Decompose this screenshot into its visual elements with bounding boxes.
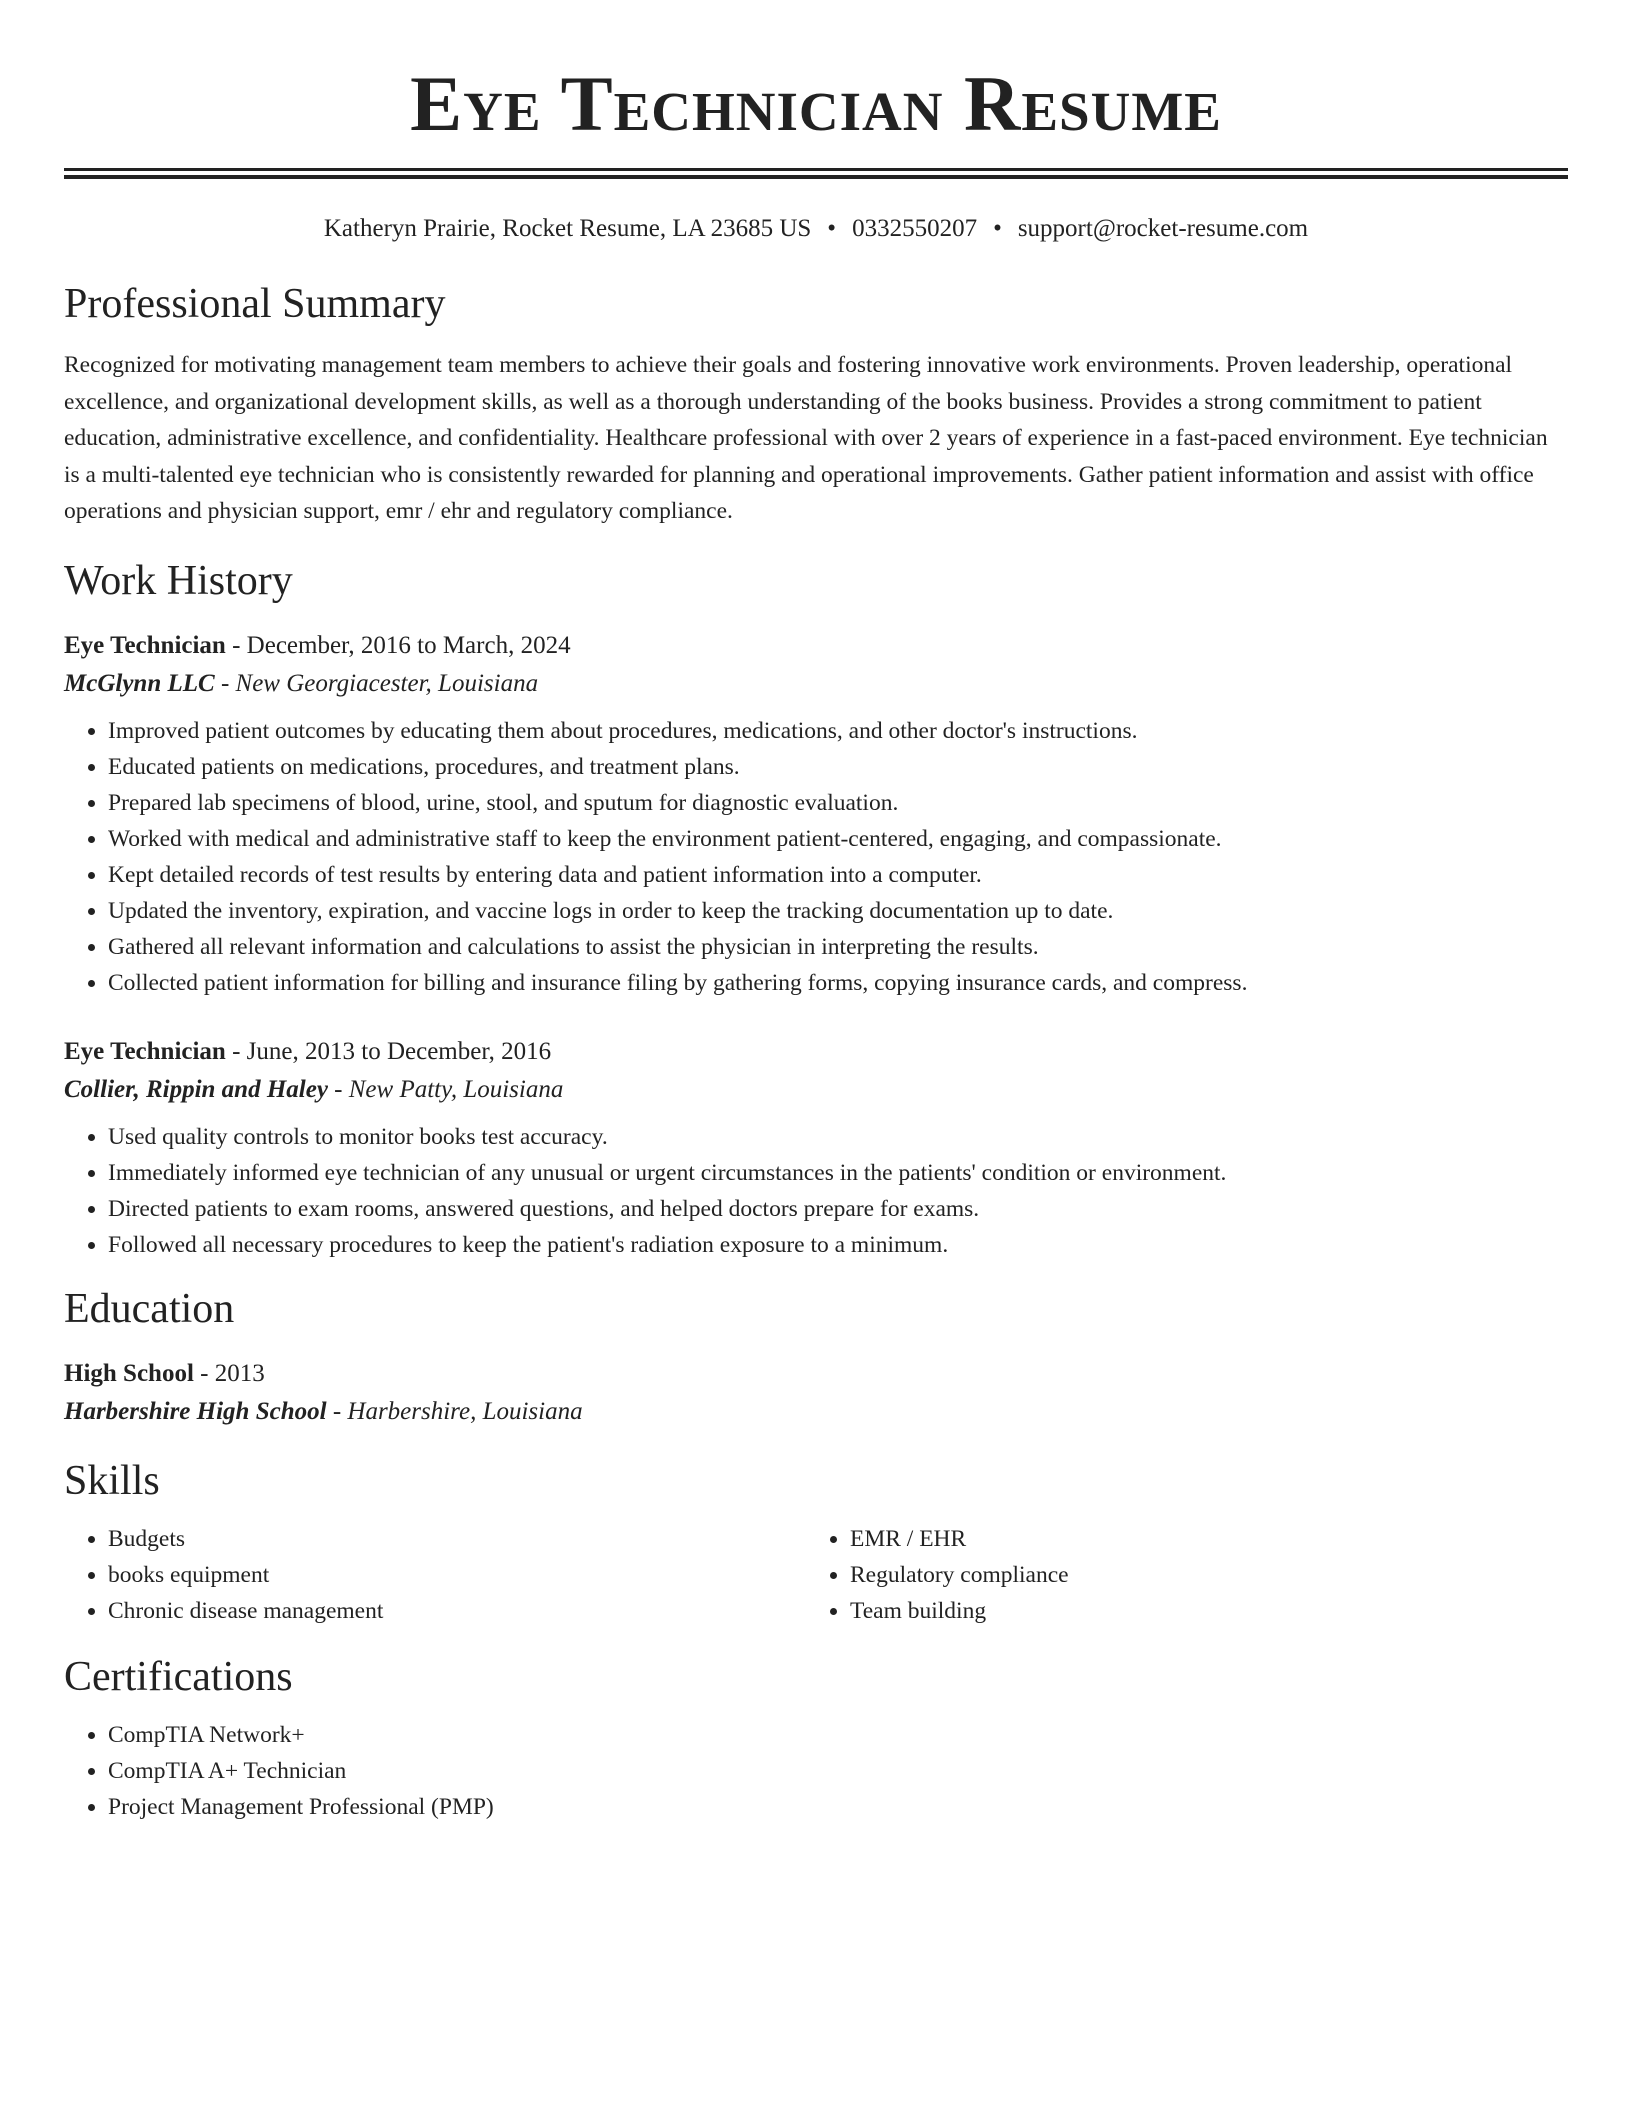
education-degree-line [64,1355,1568,1393]
job-bullet: • Worked with medical and administrative staff to keep the environment patient-centered, engaging, and compassionate. [108,821,1568,857]
job-company: Collier, Rippin and Haley [64,1075,328,1103]
job-title-line [64,1033,1568,1071]
certification-item: • CompTIA A+ Technician [108,1753,1568,1789]
dash: - [220,669,230,697]
skills-column-right [806,1511,1548,1629]
job-bullet: • Prepared lab specimens of blood, urine, stool, and sputum for diagnostic evaluation. [108,785,1568,821]
education-school: Harbershire High School [64,1397,327,1425]
education-entry [64,1355,1568,1431]
dash: - [200,1359,209,1387]
job-bullets [64,1119,1568,1263]
job-title-line [64,627,1568,665]
skill-item: • books equipment [108,1557,806,1593]
job-bullet: • Followed all necessary procedures to keep the patient's radiation exposure to a minimum. [108,1227,1568,1263]
job-bullet: • Updated the inventory, expiration, and vaccine logs in order to keep the tracking documentation up to date. [108,893,1568,929]
job-title: Eye Technician [64,1037,226,1065]
resume-page [64,0,1568,1825]
certification-item: • Project Management Professional (PMP) [108,1789,1568,1825]
contact-phone: 0332550207 [852,215,978,242]
dash: - [232,1037,241,1065]
contact-separator: • [827,215,837,242]
job-bullet: • Gathered all relevant information and calculations to assist the physician in interpreting the results. [108,929,1568,965]
job-bullet: • Immediately informed eye technician of any unusual or urgent circumstances in the patients' condition or environment. [108,1155,1568,1191]
title-double-rule [64,168,1568,179]
contact-separator: • [993,215,1002,242]
job-dates: June, 2013 to December, 2016 [246,1037,552,1065]
skills-heading: Skills [64,1457,160,1504]
contact-address: Katheryn Prairie, Rocket Resume, LA 23685 US [323,215,812,242]
skill-item: • Team building [850,1593,1548,1629]
job-dates: December, 2016 to March, 2024 [246,631,571,659]
job-entry [64,627,1568,1001]
skill-item: • Chronic disease management [108,1593,806,1629]
job-company-line [64,1071,1568,1109]
education-heading: Education [64,1285,235,1332]
summary-text: Recognized for motivating management team members to achieve their goals and fostering innovative work environments. Proven leadership, operational excellence, and organizational development skills, as well as a thorough understanding of the books business. Provides a strong commitment to patient education, administrative excellence, and confidentiality. Healthcare professional with over 2 years of experience in a fast-paced environment. Eye technician is a multi-talented eye technician who is consistently rewarded for planning and operational improvements. Gather patient information and assist with office operations and physician support, emr / ehr and regulatory compliance. [64,352,1548,524]
job-bullet: • Used quality controls to monitor books test accuracy. [108,1119,1568,1155]
certifications-list [64,1717,1568,1825]
skill-item: • Budgets [108,1521,806,1557]
education-degree: High School [64,1359,194,1387]
education-location: Harbershire, Louisiana [347,1397,583,1425]
job-bullet: • Kept detailed records of test results by entering data and patient information into a computer. [108,857,1568,893]
summary-heading: Professional Summary [64,281,446,327]
resume-title: Eye Technician Resume [410,60,1222,147]
job-bullets [64,713,1568,1001]
job-entry [64,1033,1568,1263]
job-location: New Patty, Louisiana [348,1075,564,1103]
dash: - [232,631,241,659]
skills-column-left [64,1511,806,1629]
skills-list [806,1521,1548,1629]
job-bullet: • Collected patient information for billing and insurance filing by gathering forms, copying insurance cards, and compress. [108,965,1568,1001]
education-year: 2013 [214,1359,265,1387]
contact-email: support@rocket-resume.com [1017,215,1309,242]
dash: - [334,1075,343,1103]
job-company-line [64,665,1568,703]
education-school-line [64,1393,1568,1431]
job-company: McGlynn LLC [64,669,215,697]
skill-item: • EMR / EHR [850,1521,1548,1557]
certification-item: • CompTIA Network+ [108,1717,1568,1753]
skill-item: • Regulatory compliance [850,1557,1548,1593]
skills-list [64,1521,806,1629]
dash: - [332,1397,342,1425]
job-title: Eye Technician [64,631,226,659]
certifications-heading: Certifications [64,1653,293,1700]
skills-grid [64,1511,1568,1629]
contact-line [64,213,1568,245]
work-history-heading: Work History [64,557,293,604]
job-bullet: • Educated patients on medications, procedures, and treatment plans. [108,749,1568,785]
job-bullet: • Improved patient outcomes by educating them about procedures, medications, and other doctor's instructions. [108,713,1568,749]
job-bullet: • Directed patients to exam rooms, answered questions, and helped doctors prepare for exams. [108,1191,1568,1227]
job-location: New Georgiacester, Louisiana [235,669,539,697]
